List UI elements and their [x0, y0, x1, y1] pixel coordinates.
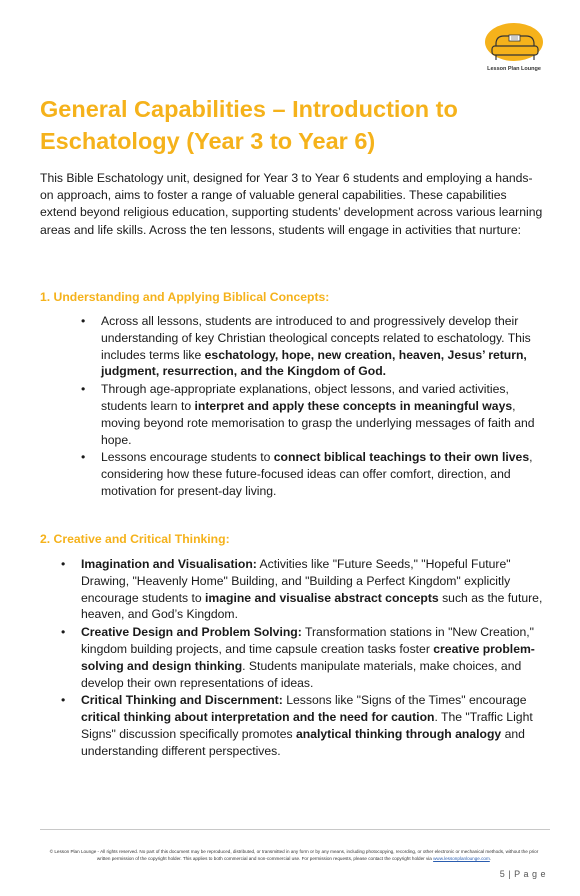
- bullet-icon: •: [81, 450, 86, 465]
- footer-divider: [40, 829, 550, 830]
- bullet-icon: •: [61, 693, 66, 708]
- section-1-list: [81, 313, 543, 501]
- intro-paragraph: This Bible Eschatology unit, designed for Year 3 to Year 6 students and employing a hands-on approach, aims to foster a range of valuable general capabilities. These capabilities extend beyond religious education, supporting students’ development across various learning areas and life skills. Across the ten lessons, students will engage in activities that nurture:: [40, 171, 543, 237]
- bullet-icon: •: [61, 625, 66, 640]
- page-number: 5 | P a g e: [499, 869, 546, 879]
- list-item: • Creative Design and Problem Solving: Transformation stations in "New Creation," kingdom building projects, and time capsule creation tasks foster creative problem-solving and design thinking. Students manipulate materials, make choices, and develop their own representations of ideas.: [61, 625, 535, 690]
- website-link[interactable]: www.lessonplanlounge.com: [433, 856, 490, 861]
- page-title: General Capabilities – Introduction to Eschatology (Year 3 to Year 6): [40, 96, 458, 154]
- list-item: • Lessons encourage students to connect biblical teachings to their own lives, considering how these future-focused ideas can offer comfort, direction, and motivation for present-day living.: [81, 450, 533, 498]
- brand-name: Lesson Plan Lounge: [487, 66, 541, 72]
- section-2-list: [61, 556, 545, 761]
- section-1-heading: 1. Understanding and Applying Biblical Concepts:: [40, 290, 330, 304]
- bullet-icon: •: [81, 382, 86, 397]
- list-item: • Imagination and Visualisation: Activities like "Future Seeds," "Hopeful Future" Drawing, "Heavenly Home" Building, and "Building a Perfect Kingdom" explicitly encourage students to imagine and visualise abstract concepts such as the future, heaven, and God’s Kingdom.: [61, 557, 543, 622]
- copyright-notice: © Lesson Plan Lounge - All rights reserved. No part of this document may be reproduced, distributed, or transmitted in any form or by any means, including photocopying, recording, or other electronic or mechanical methods, without the prior written permission of the copyright holder. This applies to both commercial and non-commercial use. For permission requests, please contact the copyright holder via www.lessonplanlounge.com.: [49, 849, 539, 861]
- section-2-heading: 2. Creative and Critical Thinking:: [40, 532, 230, 546]
- list-item: • Across all lessons, students are introduced to and progressively develop their understanding of key Christian theological concepts related to eschatology. This includes terms like eschatology, hope, new creation, heaven, Jesus’ return, judgment, resurrection, and the Kingdom of God.: [81, 314, 531, 379]
- bullet-icon: •: [81, 314, 86, 328]
- list-item: • Critical Thinking and Discernment: Lessons like "Signs of the Times" encourage critical thinking about interpretation and the need for caution. The "Traffic Light Signs" discussion specifically promotes analytical thinking through analogy and understanding different perspectives.: [61, 693, 533, 758]
- bullet-icon: •: [61, 557, 66, 571]
- list-item: • Through age-appropriate explanations, object lessons, and varied activities, students learn to interpret and apply these concepts in meaningful ways, moving beyond rote memorisation to grasp the underlying messages of faith and hope.: [81, 382, 535, 447]
